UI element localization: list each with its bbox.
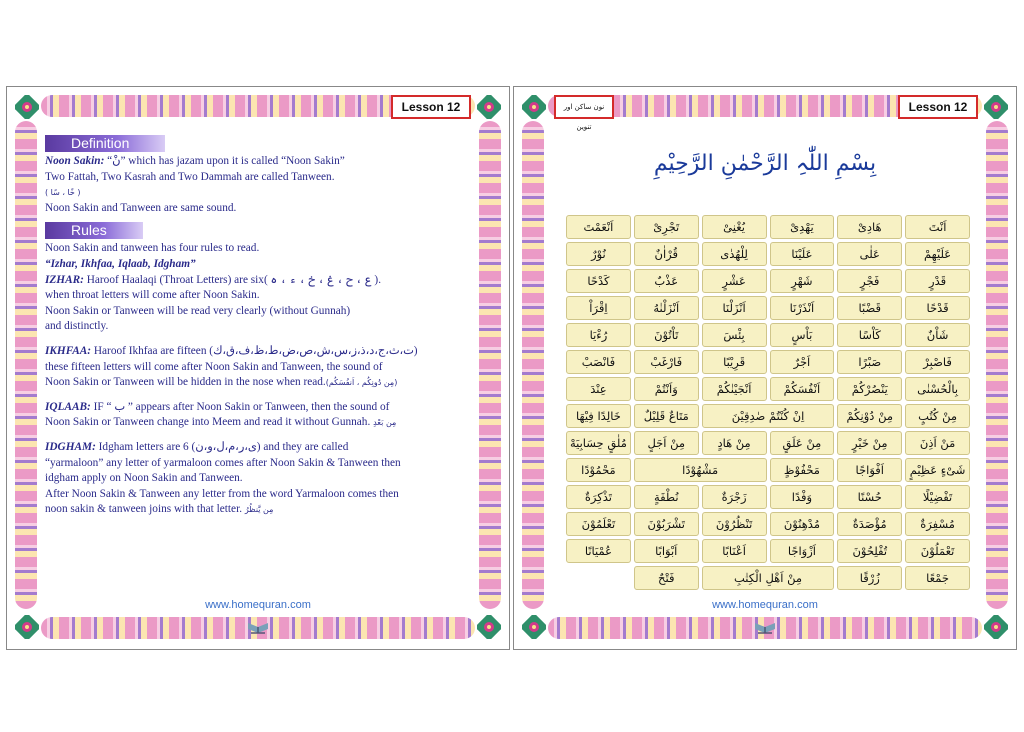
izhar-line: when throat letters will come after Noon Sakin.	[45, 289, 260, 302]
word-cell: وَفْدًا	[770, 485, 835, 509]
text: Haroof Ikhfaa are fifteen (ت،ث،ج،د،ذ،ز،س،ش،ص،ض،ط،ظ،ف،ق،ك)	[91, 344, 418, 357]
term: Noon Sakin:	[45, 155, 105, 167]
word-cell: مُدْهِنُوْنَ	[770, 512, 835, 536]
word-cell: صَبْرًا	[837, 350, 902, 374]
word-cell: بِئْسَ	[702, 323, 767, 347]
word-cell: نُوْرٌ	[566, 242, 631, 266]
text: “نْ” which has jazam upon it is called “Noon Sakin”	[104, 155, 345, 167]
website-link[interactable]: www.homequran.com	[205, 599, 311, 611]
book-stand-icon	[246, 619, 270, 635]
izhar-line	[45, 273, 475, 289]
word-cell: عَشْرٍ	[702, 269, 767, 293]
text: IF “ ب ” appears after Noon Sakin or Tanween, then the sound of	[90, 400, 390, 413]
word-cell: اَنْتَ	[905, 215, 970, 239]
word-cell: زُرْقًا	[837, 566, 902, 590]
rules-line: Noon Sakin and tanween has four rules to read.	[45, 242, 260, 255]
word-cell: مَنْ اَذِنَ	[905, 431, 970, 455]
izhar-line: and distinctly.	[45, 320, 109, 333]
word-cell: اِقْرَاْ	[566, 296, 631, 320]
word-cell: مَتَاعٌ قَلِيْلٌ	[634, 404, 699, 428]
book-stand-icon	[753, 619, 777, 635]
word-cell: يَنْصُرْكُمْ	[837, 377, 902, 401]
word-cell: اَنْجَيْنٰكُمْ	[702, 377, 767, 401]
term: IZHAR:	[45, 273, 84, 286]
floral-border-right	[986, 121, 1008, 609]
word-cell: عَلَيْنَا	[770, 242, 835, 266]
word-cell: يَهْدِىْ	[770, 215, 835, 239]
urdu-title-tag: نون ساکن اور تنوین	[554, 95, 614, 119]
term: IKHFAA:	[45, 344, 92, 357]
word-cell: فَانْصَبْ	[566, 350, 631, 374]
word-cell: اَجْرٌ	[770, 350, 835, 374]
word-grid	[566, 215, 970, 590]
text: Noon Sakin or Tanween will be hidden in the nose when read.	[45, 376, 326, 389]
word-cell: مِنْ عَلَقٍ	[770, 431, 835, 455]
word-cell: عِنْدَ	[566, 377, 631, 401]
corner-ornament-icon	[477, 615, 501, 639]
definition-line: Two Fattah, Two Kasrah and Two Dammah are called Tanween.	[45, 170, 335, 183]
corner-ornament-icon	[522, 95, 546, 119]
word-cell: مُلٰقٍ حِسَابِيَهْ	[566, 431, 631, 455]
ikhfaa-line	[45, 375, 475, 391]
word-cell: شَهْرٍ	[770, 269, 835, 293]
word-cell: لِلْهُدٰى	[702, 242, 767, 266]
word-cell: تَنْظُرُوْنَ	[702, 512, 767, 536]
word-cell: مِنْ دُوْنِكُمْ	[837, 404, 902, 428]
word-cell: مُسْفِرَةٌ	[905, 512, 970, 536]
word-cell: جَمْعًا	[905, 566, 970, 590]
word-cell: مِنْ خَيْرٍ	[837, 431, 902, 455]
word-cell: مَحْفُوْظٍ	[770, 458, 835, 482]
word-cell: كَدْحًا	[566, 269, 631, 293]
corner-ornament-icon	[477, 95, 501, 119]
rules-heading: Rules	[45, 222, 143, 239]
word-cell: مَشْهُوْدًا	[634, 458, 767, 482]
definition-line: Noon Sakin and Tanween are same sound.	[45, 201, 237, 214]
word-cell: مِنْ اَجَلٍ	[634, 431, 699, 455]
floral-border-left	[522, 121, 544, 609]
word-cell: خَالِدًا فِيْهَا	[566, 404, 631, 428]
word-cell: قَضْبًا	[837, 296, 902, 320]
word-cell: عَلَيْهِمْ	[905, 242, 970, 266]
lesson-label: Lesson 12	[898, 95, 978, 119]
izhar-line: Noon Sakin or Tanween will be read very clearly (without Gunnah)	[45, 304, 351, 317]
word-cell: اَنْفُسَكُمْ	[770, 377, 835, 401]
word-cell: وَاَنْتُمْ	[634, 377, 699, 401]
text: Idgham letters are 6 (ى،ر،م،ل،و،ن) and they are called	[95, 440, 349, 453]
idgham-line	[45, 502, 475, 518]
word-cell: قُرْاٰنٌ	[634, 242, 699, 266]
idgham-line: “yarmaloon” any letter of yarmaloon comes after Noon Sakin & Tanween then	[45, 456, 401, 469]
word-cell: تَذْكِرَةٌ	[566, 485, 631, 509]
word-cell: يُغْنِىْ	[702, 215, 767, 239]
lesson-text	[45, 133, 475, 518]
example: مِن يَّنظُرُ	[244, 505, 274, 515]
example: (مِن دُونِكُم ، اَنفُسَكُم)	[325, 378, 398, 388]
lesson-label: Lesson 12	[391, 95, 471, 119]
idgham-line: idgham apply on Noon Sakin and Tanween.	[45, 472, 243, 485]
right-page	[513, 86, 1017, 650]
word-cell: اَنْذَرْنَا	[770, 296, 835, 320]
word-cell: هَادِىْ	[837, 215, 902, 239]
corner-ornament-icon	[15, 95, 39, 119]
word-cell: مِنْ اَهْلِ الْكِتٰبِ	[702, 566, 835, 590]
word-cell: شَاْنٌ	[905, 323, 970, 347]
word-cell: مِنْ هَادٍ	[702, 431, 767, 455]
corner-ornament-icon	[984, 95, 1008, 119]
rules-line: “Izhar, Ikhfaa, Iqlaab, Idgham”	[45, 257, 196, 270]
idgham-line: After Noon Sakin & Tanween any letter from the word Yarmaloon comes then	[45, 487, 399, 500]
word-cell: قَدْحًا	[905, 296, 970, 320]
word-cell: فَارْغَبْ	[634, 350, 699, 374]
iqlaab-line	[45, 400, 475, 416]
corner-ornament-icon	[984, 615, 1008, 639]
word-cell: مُؤْصَدَةٌ	[837, 512, 902, 536]
definition-heading: Definition	[45, 135, 165, 152]
corner-ornament-icon	[15, 615, 39, 639]
idgham-line	[45, 440, 475, 456]
word-cell: اَزْوَاجًا	[770, 539, 835, 563]
word-cell: بَاْسٍ	[770, 323, 835, 347]
word-cell: عَلٰى	[837, 242, 902, 266]
word-cell: حُسْنًا	[837, 485, 902, 509]
word-cell: عَذْبٌ	[634, 269, 699, 293]
word-cell: تَشْرَبُوْنَ	[634, 512, 699, 536]
word-cell: قَرِيْبًا	[702, 350, 767, 374]
word-cell: قَدْرٍ	[905, 269, 970, 293]
word-cell: مَحْمُوْدًا	[566, 458, 631, 482]
word-cell: نُطْفَةٍ	[634, 485, 699, 509]
word-cell: رُءْيَا	[566, 323, 631, 347]
word-cell: تَعْمَلُوْنَ	[905, 539, 970, 563]
floral-border-right	[479, 121, 501, 609]
word-cell: شَىْءٍ عَظِيْمٍ	[905, 458, 970, 482]
word-cell: تَعْلَمُوْنَ	[566, 512, 631, 536]
word-cell: اَبْوَابًا	[634, 539, 699, 563]
text: Noon Sakin or Tanween change into Meem and read it without Gunnah.	[45, 416, 371, 429]
word-cell: تُفْلِحُوْنَ	[837, 539, 902, 563]
word-cell: زَجْرَةٌ	[702, 485, 767, 509]
website-link[interactable]: www.homequran.com	[712, 599, 818, 611]
example: مِن بَعْدِ	[373, 418, 397, 428]
text: Haroof Haalaqi (Throat Letters) are six( ع ، ح ، غ ، خ ، ء ، ہ ).	[83, 273, 382, 286]
word-cell: عُمْيَانًا	[566, 539, 631, 563]
word-cell: اَنْزَلْنٰهُ	[634, 296, 699, 320]
word-cell: فَتْحٌ	[634, 566, 699, 590]
term: IQLAAB:	[45, 400, 91, 413]
word-cell: فَاصْبِرْ	[905, 350, 970, 374]
word-cell: كَاْسًا	[837, 323, 902, 347]
iqlaab-line	[45, 415, 475, 431]
left-page	[6, 86, 510, 650]
word-cell: فَجْرٍ	[837, 269, 902, 293]
corner-ornament-icon	[522, 615, 546, 639]
word-cell: اَعْنَابًا	[702, 539, 767, 563]
word-cell: اَنْزَلْنَا	[702, 296, 767, 320]
term: IDGHAM:	[45, 440, 96, 453]
word-cell: تَجْرِىْ	[634, 215, 699, 239]
word-cell: مِنْ كُتُبٍ	[905, 404, 970, 428]
text: noon sakin & tanween joins with that letter.	[45, 503, 243, 516]
ikhfaa-line	[45, 344, 475, 360]
word-cell: اِنْ كُنْتُمْ صٰدِقِيْنَ	[702, 404, 835, 428]
ikhfaa-line: these fifteen letters will come after Noon Sakin and Tanween, the sound of	[45, 360, 383, 373]
bismillah-heading: بِسْمِ اللّٰہِ الرَّحْمٰنِ الرَّحِیْمِ	[653, 151, 877, 176]
definition-line: ( خًا ، سًا )	[45, 188, 81, 198]
word-cell: اَفْوَاجًا	[837, 458, 902, 482]
definition-line	[45, 154, 475, 170]
word-cell: تَفْضِيْلًا	[905, 485, 970, 509]
floral-border-left	[15, 121, 37, 609]
word-cell: اَنْعَمْتَ	[566, 215, 631, 239]
word-cell: بِالْحُسْنٰى	[905, 377, 970, 401]
word-cell: تَاْتُوْنَ	[634, 323, 699, 347]
